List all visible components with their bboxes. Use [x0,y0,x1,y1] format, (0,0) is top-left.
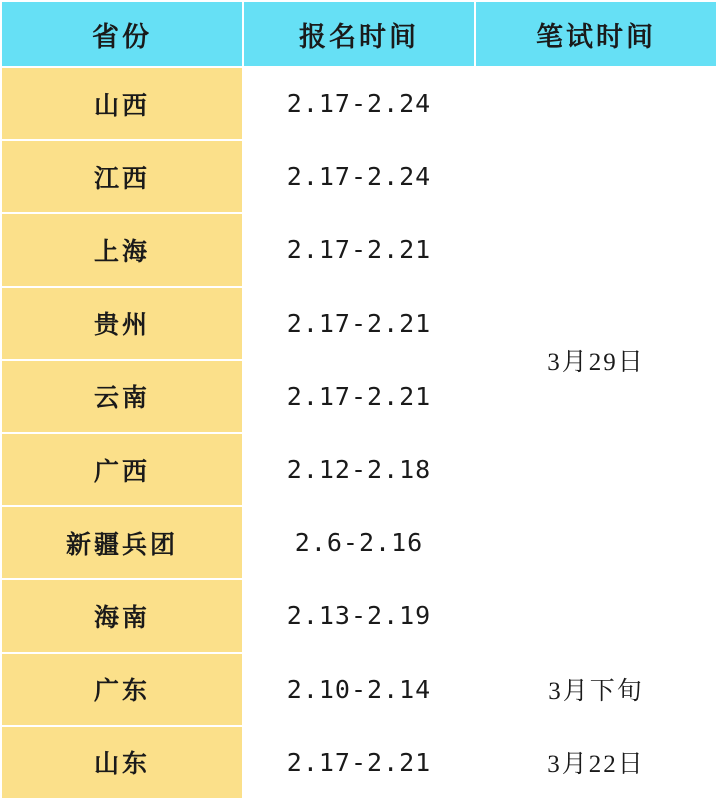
cell-province: 广东 [1,653,243,726]
cell-signup-time: 2.17-2.21 [243,360,475,433]
cell-province: 山东 [1,726,243,799]
cell-signup-time: 2.17-2.21 [243,726,475,799]
cell-signup-time: 2.13-2.19 [243,579,475,652]
cell-signup-time: 2.17-2.24 [243,140,475,213]
table-row [1,726,716,799]
cell-province: 上海 [1,213,243,286]
table-row [1,67,716,140]
cell-signup-time: 2.17-2.21 [243,213,475,286]
column-header-exam-time: 笔试时间 [475,1,716,67]
cell-province: 广西 [1,433,243,506]
cell-signup-time: 2.12-2.18 [243,433,475,506]
cell-province: 山西 [1,67,243,140]
cell-province: 云南 [1,360,243,433]
column-header-province: 省份 [1,1,243,67]
cell-province: 贵州 [1,287,243,360]
table-row [1,653,716,726]
table-header [1,1,716,67]
cell-signup-time: 2.6-2.16 [243,506,475,579]
cell-exam-time: 3月22日 [475,726,716,799]
cell-province: 海南 [1,579,243,652]
cell-signup-time: 2.17-2.21 [243,287,475,360]
column-header-signup-time: 报名时间 [243,1,475,67]
cell-exam-time-merged: 3月29日 [475,67,716,653]
cell-signup-time: 2.17-2.24 [243,67,475,140]
cell-province: 江西 [1,140,243,213]
table-header-row [1,1,716,67]
cell-signup-time: 2.10-2.14 [243,653,475,726]
table-body [1,67,716,799]
cell-province: 新疆兵团 [1,506,243,579]
cell-exam-time: 3月下旬 [475,653,716,726]
